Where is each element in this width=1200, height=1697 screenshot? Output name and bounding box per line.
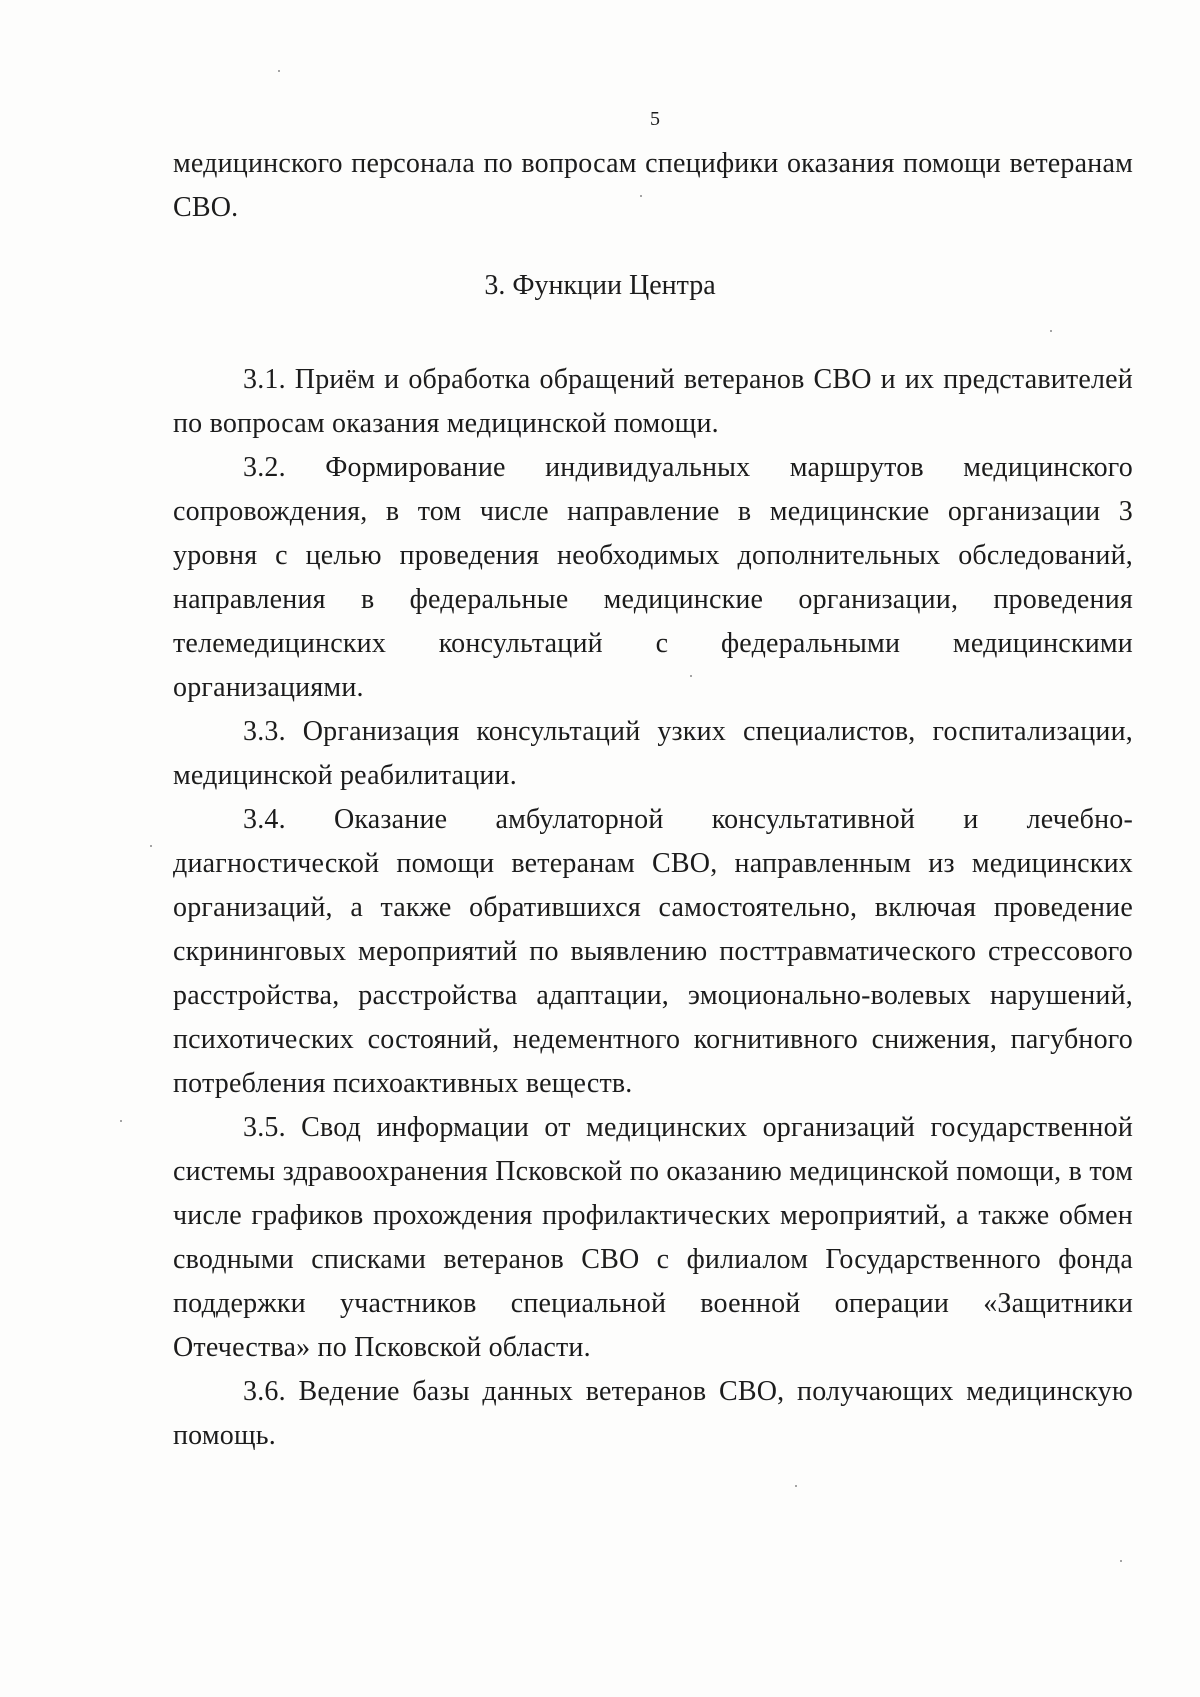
scan-speck <box>795 1485 797 1487</box>
section-heading: 3. Функции Центра <box>484 270 716 301</box>
scan-speck <box>278 70 280 72</box>
function-item-3-2: 3.2. Формирование индивидуальных маршрутов медицинского сопровождения, в том числе направление в медицинские организации 3 уровня с целью проведения необходимых дополнительных обследований, направления в федеральные медицинские организации, проведения телемедицинских консультаций с федеральными медицинскими организациями. <box>173 452 1133 703</box>
page-number: 5 <box>650 108 660 130</box>
scan-speck <box>1050 330 1052 332</box>
intro-paragraph-block <box>173 142 1133 230</box>
intro-paragraph: медицинского персонала по вопросам специфики оказания помощи ветеранам СВО. <box>173 148 1133 223</box>
function-item-3-3: 3.3. Организация консультаций узких специалистов, госпитализации, медицинской реабилитации. <box>173 716 1133 791</box>
function-item-3-5: 3.5. Свод информации от медицинских организаций государственной системы здравоохранения Псковской по оказанию медицинской помощи, в том числе графиков прохождения профилактических мероприятий, а также обмен сводными списками ветеранов СВО с филиалом Государственного фонда поддержки участников специальной военной операции «Защитники Отечества» по Псковской области. <box>173 1112 1133 1363</box>
scan-speck <box>120 1120 122 1122</box>
function-item-3-1: 3.1. Приём и обработка обращений ветеранов СВО и их представителей по вопросам оказания медицинской помощи. <box>173 364 1133 439</box>
function-item-3-6: 3.6. Ведение базы данных ветеранов СВО, получающих медицинскую помощь. <box>173 1376 1133 1451</box>
scan-speck <box>1120 1560 1122 1562</box>
scan-speck <box>690 675 692 677</box>
scan-speck <box>150 845 152 847</box>
functions-list <box>173 358 1133 1458</box>
scan-speck <box>640 195 642 197</box>
function-item-3-4: 3.4. Оказание амбулаторной консультативной и лечебно-диагностической помощи ветеранам СВО, направленным из медицинских организаций, а также обратившихся самостоятельно, включая проведение скрининговых мероприятий по выявлению посттравматического стрессового расстройства, расстройства адаптации, эмоционально-волевых нарушений, психотических состояний, недементного когнитивного снижения, пагубного потребления психоактивных веществ. <box>173 804 1133 1099</box>
